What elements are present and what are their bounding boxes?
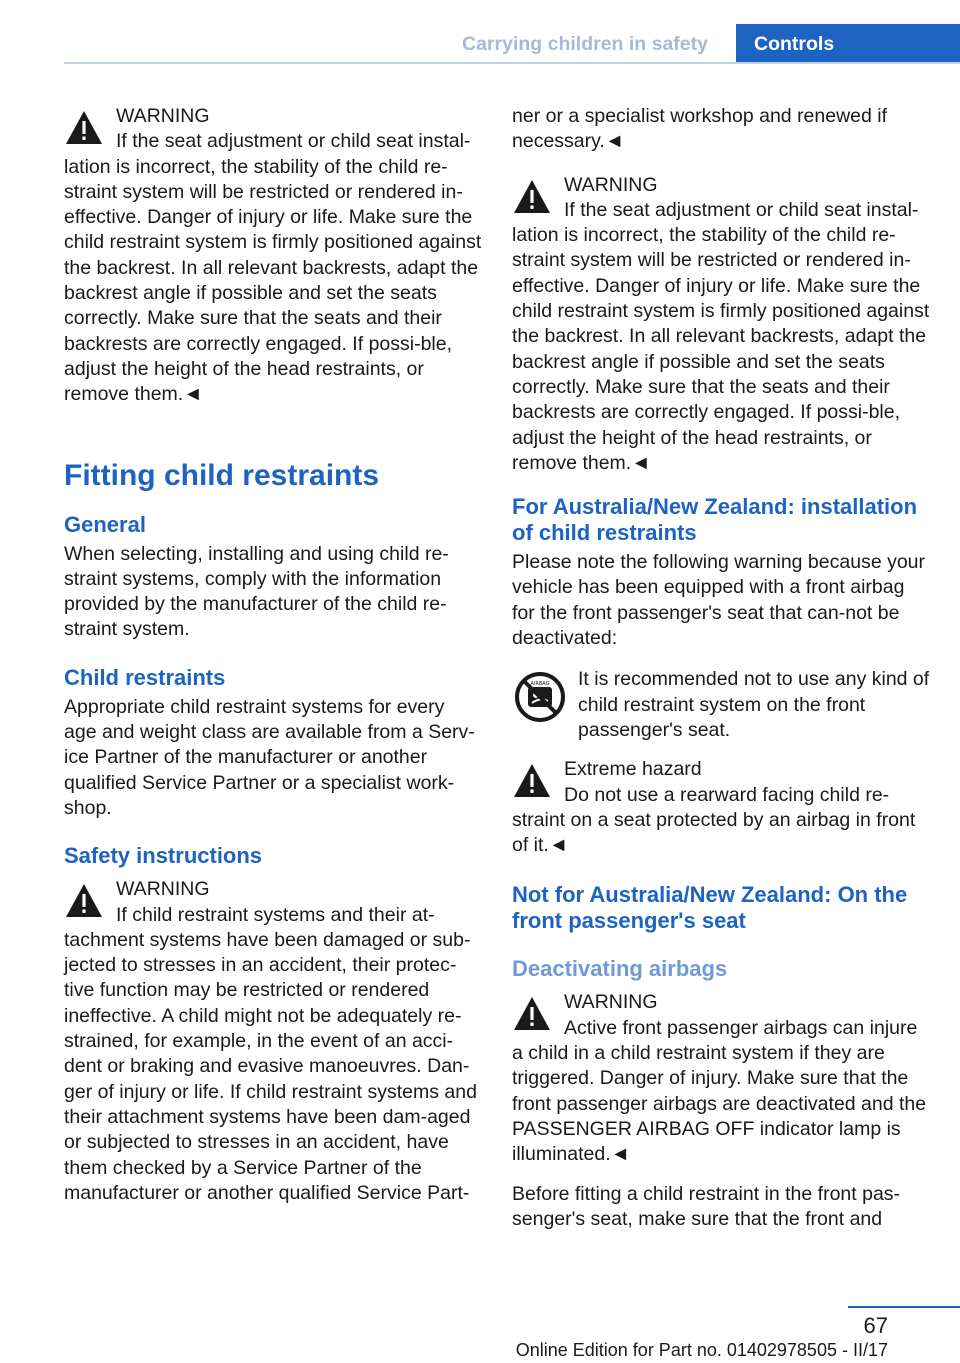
- continued-paragraph: ner or a specialist workshop and renewed if necessary.◄: [512, 105, 888, 153]
- warning-first-line: If child restraint systems and their at-: [116, 903, 435, 926]
- left-column: [64, 104, 482, 1220]
- airbag-note-text: It is recommended not to use any kind of child restraint system on the front passenger's seat.: [578, 668, 930, 741]
- main-heading: Fitting child restraints: [64, 458, 380, 492]
- before-fitting-paragraph: Before fitting a child restraint in the front pas-senger's seat, make sure that the front and: [512, 1182, 901, 1230]
- header-rule: [64, 62, 960, 64]
- section-title: Carrying children in safety: [462, 33, 708, 55]
- edition-line: Online Edition for Part no. 01402978505 - II/17: [515, 1340, 888, 1360]
- child-restraints-heading: Child restraints: [64, 664, 226, 690]
- warning-title: WARNING: [116, 878, 210, 901]
- hazard-title: Extreme hazard: [564, 758, 702, 781]
- page-header: [0, 0, 960, 66]
- svg-text:AIRBAG: AIRBAG: [530, 681, 550, 688]
- warning-title: WARNING: [564, 991, 658, 1014]
- page-number: 67: [863, 1313, 888, 1338]
- airbag-note: [512, 667, 930, 743]
- safety-heading: Safety instructions: [64, 843, 263, 869]
- right-column: [512, 104, 930, 1245]
- warning-block: [64, 104, 482, 408]
- chapter-tab[interactable]: Controls: [736, 24, 960, 64]
- warning-block: [64, 877, 482, 1206]
- warning-text: tachment systems have been damaged or sub-jected to stresses in an accident, their protec-tive function may be restricted or rendered ineffective. A child might not be adequately re-strained, for example, in the event of an acci-dent or braking and evasive manoeuvres. Dan-ger of injury or life. If child restraint systems and their attachment systems have been dam-aged or subjected to stresses in an accident, have them checked by a Service Partner of the manufacturer or another qualified Service Part-: [64, 928, 477, 1204]
- warning-block: [512, 990, 930, 1167]
- no-child-seat-airbag-icon: [514, 671, 566, 723]
- warning-text: a child in a child restraint system if they are triggered. Danger of injury. Make sure that the front passenger airbags are deactivated and the PASSENGER AIRBAG OFF indicator lamp is illuminated.◄: [512, 1042, 927, 1166]
- warning-triangle-icon: [512, 177, 552, 217]
- not-australia-heading: Not for Australia/New Zealand: On the front passenger's seat: [512, 882, 908, 934]
- australia-paragraph: Please note the following warning because your vehicle has been equipped with a front airbag for the front passenger's seat that can-not be deactivated:: [512, 551, 926, 650]
- general-heading: General: [64, 511, 146, 537]
- child-restraints-paragraph: Appropriate child restraint systems for every age and weight class are available from a Serv-ice Partner of the manufacturer or another qualified Service Partner or a specialist work-shop.: [64, 695, 475, 819]
- warning-block: [512, 173, 930, 477]
- warning-triangle-icon: [512, 994, 552, 1034]
- hazard-block: [512, 757, 930, 858]
- warning-first-line: Active front passenger airbags can injure: [564, 1016, 918, 1039]
- warning-triangle-icon: [64, 108, 104, 148]
- warning-triangle-icon: [512, 761, 552, 801]
- hazard-first-line: Do not use a rearward facing child re-: [564, 783, 890, 806]
- footer-rule: [848, 1306, 960, 1308]
- australia-heading: For Australia/New Zealand: installation of child restraints: [512, 494, 918, 546]
- warning-title: WARNING: [116, 105, 210, 127]
- warning-title: WARNING: [564, 173, 658, 196]
- warning-text: lation is incorrect, the stability of the child re-straint system will be restricted or rendered in-effective. Danger of injury or life. Make sure the child restraint system is firmly positioned against the backrest. In all relevant backrests, adapt the backrest angle if possible and set the seats correctly. Make sure that the seats and their backrests are correctly engaged. If possi-ble, adjust the height of the head restraints, or remove them.◄: [64, 155, 482, 406]
- warning-text: lation is incorrect, the stability of the child re-straint system will be restricted or rendered in-effective. Danger of injury or life. Make sure the child restraint system is firmly positioned against the backrest. In all relevant backrests, adapt the backrest angle if possible and set the seats correctly. Make sure that the seats and their backrests are correctly engaged. If possi-ble, adjust the height of the head restraints, or remove them.◄: [512, 224, 930, 474]
- hazard-text: straint on a seat protected by an airbag in front of it.◄: [512, 808, 916, 857]
- general-paragraph: When selecting, installing and using child re-straint systems, comply with the information provided by the manufacturer of the child re-straint system.: [64, 542, 449, 641]
- warning-triangle-icon: [64, 881, 104, 921]
- warning-first-line: If the seat adjustment or child seat instal-: [564, 198, 919, 221]
- deactivating-airbags-heading: Deactivating airbags: [512, 956, 728, 982]
- warning-first-line: If the seat adjustment or child seat instal-: [116, 130, 471, 153]
